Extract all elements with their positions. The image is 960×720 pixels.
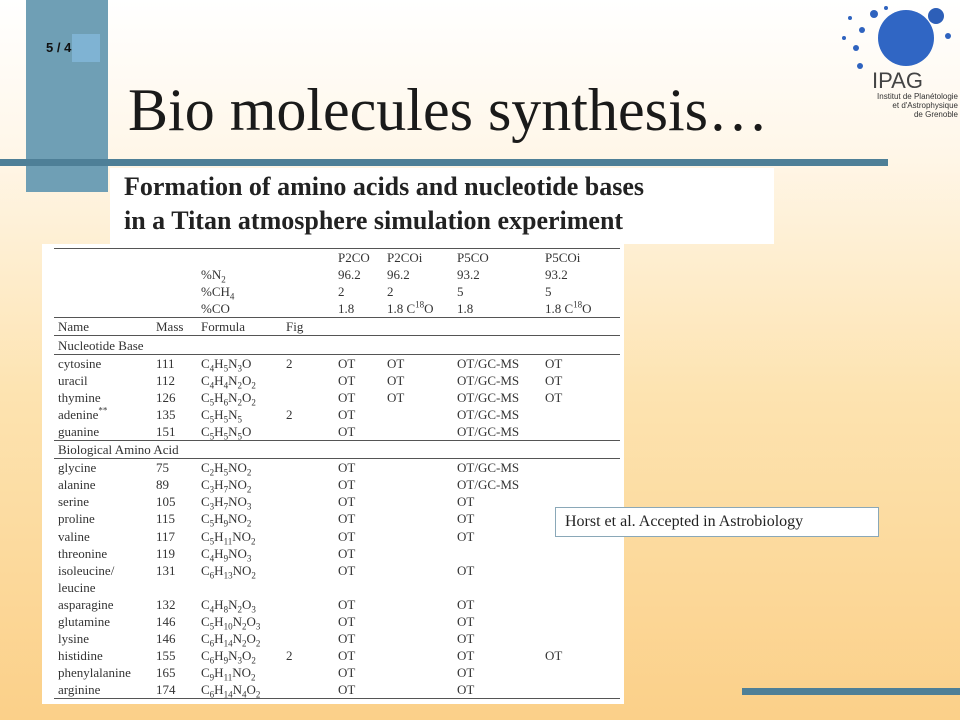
- detection-value: [383, 613, 453, 630]
- compound-formula: $C_2H_5NO_2$: [201, 460, 252, 478]
- param-value: 1.8: [334, 300, 383, 318]
- column-header: Formula: [197, 318, 282, 336]
- section-title: Biological Amino Acid: [54, 441, 620, 459]
- compound-fig: 2: [286, 355, 293, 371]
- table-header-experiments: [54, 249, 620, 267]
- decorative-square: [72, 34, 100, 62]
- detection-value: OT: [338, 596, 356, 612]
- compound-fig: [282, 528, 334, 545]
- compound-formula: $C_3H_7NO_2$: [201, 477, 252, 495]
- detection-value: OT: [457, 596, 475, 612]
- compound-formula: $C_6H_9N_3O_2$: [201, 648, 256, 666]
- compound-fig: [282, 613, 334, 630]
- compound-mass: 105: [156, 494, 176, 510]
- detection-value: OT: [457, 631, 475, 647]
- compound-fig: [282, 372, 334, 389]
- table-row: [54, 476, 620, 493]
- compound-mass: 119: [156, 545, 176, 561]
- detection-value: [541, 579, 620, 596]
- compound-fig: [282, 423, 334, 441]
- table-section-header: [54, 441, 620, 459]
- detection-value: OT: [338, 648, 356, 664]
- table-cell: [541, 318, 620, 336]
- compound-formula: $C_5H_{10}N_2O_3$: [201, 614, 261, 632]
- detection-value: [383, 596, 453, 613]
- table-row: [54, 647, 620, 664]
- table-cell: [453, 318, 541, 336]
- compound-fig: [282, 389, 334, 406]
- compound-mass: 165: [156, 665, 176, 681]
- compound-formula: $C_6H_{13}NO_2$: [201, 562, 256, 581]
- param-label: $\%N_2$: [201, 267, 226, 285]
- compound-formula: $C_4H_9NO_3$: [201, 545, 252, 564]
- compound-fig: [282, 510, 334, 527]
- compound-formula: $C_5H_5N_5O$: [197, 423, 282, 441]
- table-cell: [54, 249, 152, 267]
- compound-name: thymine: [58, 389, 101, 405]
- detection-value: OT: [334, 681, 383, 699]
- detection-value: [453, 579, 541, 596]
- compound-formula: $C_6H_{14}N_4O_2$: [197, 681, 282, 699]
- detection-value: OT/GC-MS: [457, 406, 520, 422]
- compound-mass: 131: [156, 562, 176, 578]
- detection-value: OT: [545, 372, 563, 388]
- detection-value: [383, 493, 453, 510]
- detection-value: OT/GC-MS: [457, 389, 520, 405]
- compound-name: threonine: [58, 545, 108, 561]
- detection-value: OT: [338, 631, 356, 647]
- param-value: 1.8 $C^{18}O$: [383, 300, 453, 318]
- table-row: [54, 423, 620, 441]
- detection-value: OT: [338, 562, 356, 578]
- table-row: [54, 579, 620, 596]
- detection-value: OT: [457, 494, 475, 510]
- data-table-image: [42, 244, 624, 704]
- detection-value: OT: [387, 355, 405, 371]
- compound-formula: $C_5H_9NO_2$: [201, 511, 252, 530]
- detection-value: OT: [334, 423, 383, 441]
- param-value: 93.2: [545, 267, 568, 283]
- detection-value: [383, 423, 453, 441]
- detection-value: [383, 681, 453, 699]
- table-row: [54, 613, 620, 630]
- param-value: 1.8 $C^{18}O$: [541, 300, 620, 318]
- compound-name: cytosine: [58, 355, 102, 371]
- compound-formula: $C_4H_5N_3O$: [201, 355, 252, 374]
- detection-value: OT/GC-MS: [457, 355, 520, 371]
- compound-fig: [282, 562, 334, 579]
- table-column-header-row: [54, 318, 620, 336]
- detection-value: [541, 681, 620, 699]
- compound-name: asparagine: [58, 596, 114, 612]
- compound-name: histidine: [58, 648, 103, 664]
- compound-name: isoleucine/: [58, 562, 115, 578]
- table-cell: [54, 266, 152, 283]
- detection-value: OT: [387, 372, 405, 388]
- detection-value: [541, 459, 620, 477]
- table-row: [54, 664, 620, 681]
- compound-mass: 151: [152, 423, 197, 441]
- experiment-header: P5CO: [453, 249, 541, 267]
- experiment-header: P2CO: [334, 249, 383, 267]
- compound-formula: $C_5H_5N_5$: [201, 406, 242, 425]
- column-header: Name: [54, 318, 152, 336]
- detection-value: OT/GC-MS: [457, 460, 520, 476]
- detection-value: OT: [338, 545, 356, 561]
- detection-value: OT: [545, 389, 563, 405]
- detection-value: [383, 562, 453, 579]
- detection-value: OT: [338, 406, 356, 422]
- table-row: [54, 354, 620, 372]
- detection-value: [334, 579, 383, 596]
- table-cell: [54, 300, 152, 318]
- paper-title-image: [110, 168, 774, 244]
- compound-mass: 112: [156, 372, 176, 388]
- param-value: 96.2: [387, 267, 410, 283]
- table-row: [54, 562, 620, 579]
- detection-value: OT: [338, 477, 356, 493]
- detection-value: [453, 545, 541, 562]
- compound-fig: [282, 681, 334, 699]
- compound-mass: 115: [156, 511, 176, 527]
- compound-fig: [282, 630, 334, 647]
- detection-value: OT: [338, 355, 356, 371]
- compound-fig: [282, 596, 334, 613]
- detection-value: [383, 406, 453, 423]
- detection-value: [383, 664, 453, 681]
- results-table: [54, 248, 620, 699]
- table-cell: [334, 318, 383, 336]
- detection-value: OT: [545, 355, 563, 371]
- compound-mass: 155: [156, 648, 176, 664]
- compound-fig: [282, 579, 334, 596]
- compound-mass: 132: [156, 596, 176, 612]
- detection-value: OT: [457, 528, 475, 544]
- param-value: 1.8: [453, 300, 541, 318]
- detection-value: OT: [338, 614, 356, 630]
- logo-institution-name: [856, 92, 958, 119]
- column-header: Mass: [152, 318, 197, 336]
- experiment-header: P5COi: [541, 249, 620, 267]
- table-cell: [282, 283, 334, 300]
- detection-value: OT: [457, 511, 475, 527]
- table-row: [54, 493, 620, 510]
- table-param-row: [54, 283, 620, 300]
- table-cell: [152, 249, 197, 267]
- detection-value: [541, 562, 620, 579]
- detection-value: [541, 545, 620, 562]
- param-label: $\%CH_4$: [201, 284, 235, 302]
- compound-fig: [282, 476, 334, 493]
- compound-fig: [282, 545, 334, 562]
- compound-mass: 111: [156, 355, 175, 371]
- detection-value: [383, 459, 453, 477]
- param-value: 93.2: [457, 267, 480, 283]
- detection-value: OT/GC-MS: [457, 372, 520, 388]
- compound-name: glutamine: [58, 614, 110, 630]
- compound-formula: $C_4H_4N_2O_2$: [201, 372, 256, 391]
- detection-value: [541, 423, 620, 441]
- detection-value: OT: [457, 614, 475, 630]
- compound-formula: $C_3H_7NO_3$: [201, 494, 252, 512]
- table-row: [54, 630, 620, 647]
- table-cell: [152, 300, 197, 318]
- compound-name: valine: [58, 528, 90, 544]
- table-cell: [282, 266, 334, 283]
- table-row: [54, 545, 620, 562]
- logo-line-3: de Grenoble: [913, 110, 958, 119]
- table-row: [54, 459, 620, 477]
- compound-name: arginine: [54, 681, 152, 699]
- compound-mass: 89: [156, 477, 169, 493]
- detection-value: OT: [338, 528, 356, 544]
- table-row: [54, 406, 620, 423]
- table-row: [54, 389, 620, 406]
- param-value: 2: [338, 284, 345, 300]
- column-header: Fig: [282, 318, 334, 336]
- param-value: 96.2: [338, 267, 361, 283]
- compound-name: proline: [58, 511, 95, 527]
- detection-value: [383, 630, 453, 647]
- table-cell: [383, 318, 453, 336]
- detection-value: OT: [545, 648, 563, 664]
- param-value: 5: [457, 284, 464, 300]
- table-section-header: [54, 336, 620, 354]
- detection-value: [383, 476, 453, 493]
- ipag-logo-text: IPAG: [872, 68, 923, 93]
- detection-value: [383, 647, 453, 664]
- compound-name: glycine: [58, 460, 97, 476]
- compound-name: serine: [58, 494, 90, 510]
- compound-formula: $C_9H_{11}NO_2$: [201, 665, 256, 683]
- detection-value: [541, 596, 620, 613]
- param-value: 2: [387, 284, 394, 300]
- compound-formula: $C_5H_{11}NO_2$: [201, 528, 256, 547]
- compound-name: lysine: [58, 631, 90, 647]
- decorative-header-line: [0, 159, 888, 166]
- compound-name: guanine: [54, 423, 152, 441]
- compound-formula: $C_6H_{14}N_2O_2$: [201, 631, 261, 649]
- detection-value: [541, 664, 620, 681]
- detection-value: [541, 630, 620, 647]
- compound-mass: 126: [156, 389, 176, 405]
- slide-title: Bio molecules synthesis…: [128, 77, 768, 143]
- detection-value: OT: [338, 511, 356, 527]
- detection-value: [383, 545, 453, 562]
- compound-mass: 75: [156, 460, 169, 476]
- compound-formula: $C_4H_8N_2O_3$: [201, 596, 256, 615]
- table-row: [54, 596, 620, 613]
- detection-value: OT: [338, 460, 356, 476]
- detection-value: [383, 510, 453, 527]
- compound-mass: 146: [156, 614, 176, 630]
- compound-formula: [197, 579, 282, 596]
- citation-box: Horst et al. Accepted in Astrobiology: [555, 507, 879, 537]
- section-title: Nucleotide Base: [54, 336, 620, 354]
- compound-name: adenine**: [58, 405, 108, 422]
- compound-name: leucine: [58, 579, 96, 595]
- compound-mass: [152, 579, 197, 596]
- table-cell: [197, 249, 282, 267]
- compound-fig: 2: [286, 648, 293, 664]
- logo-line-1: Institut de Planétologie: [877, 92, 958, 101]
- table-cell: [152, 266, 197, 283]
- table-row: [54, 528, 620, 545]
- param-value: 5: [545, 284, 552, 300]
- compound-name: alanine: [58, 477, 96, 493]
- detection-value: OT: [387, 389, 405, 405]
- paper-title-line-2: in a Titan atmosphere simulation experiment: [124, 206, 624, 235]
- detection-value: [541, 476, 620, 493]
- logo-line-2: et d'Astrophysique: [892, 101, 958, 110]
- table-row: [54, 372, 620, 389]
- table-row: [54, 681, 620, 699]
- compound-name: uracil: [58, 372, 88, 388]
- slide-number: 5 / 4: [46, 40, 72, 55]
- detection-value: OT/GC-MS: [453, 423, 541, 441]
- detection-value: OT: [457, 562, 475, 578]
- compound-fig: [282, 493, 334, 510]
- detection-value: [541, 406, 620, 423]
- compound-mass: 146: [156, 631, 176, 647]
- detection-value: OT: [453, 681, 541, 699]
- detection-value: OT: [457, 665, 475, 681]
- compound-mass: 174: [152, 681, 197, 699]
- paper-title-line-1: Formation of amino acids and nucleotide bases: [124, 172, 645, 201]
- detection-value: OT: [338, 494, 356, 510]
- detection-value: [541, 613, 620, 630]
- table-param-row: [54, 266, 620, 283]
- table-cell: [54, 283, 152, 300]
- table-cell: [282, 249, 334, 267]
- detection-value: OT: [338, 372, 356, 388]
- detection-value: OT/GC-MS: [457, 477, 520, 493]
- table-cell: [282, 300, 334, 318]
- experiment-header: P2COi: [383, 249, 453, 267]
- compound-fig: [282, 459, 334, 477]
- detection-value: OT: [338, 665, 356, 681]
- table-param-row: [54, 300, 620, 318]
- compound-mass: 117: [156, 528, 176, 544]
- compound-fig: 2: [286, 406, 293, 422]
- detection-value: [383, 579, 453, 596]
- param-label: %CO: [197, 300, 282, 318]
- compound-name: phenylalanine: [58, 665, 131, 681]
- compound-formula: $C_5H_6N_2O_2$: [201, 389, 256, 408]
- detection-value: OT: [338, 389, 356, 405]
- table-row: [54, 510, 620, 527]
- detection-value: OT: [457, 648, 475, 664]
- compound-mass: 135: [156, 406, 176, 422]
- decorative-footer-line: [742, 688, 960, 695]
- table-cell: [152, 283, 197, 300]
- compound-fig: [282, 664, 334, 681]
- detection-value: [383, 528, 453, 545]
